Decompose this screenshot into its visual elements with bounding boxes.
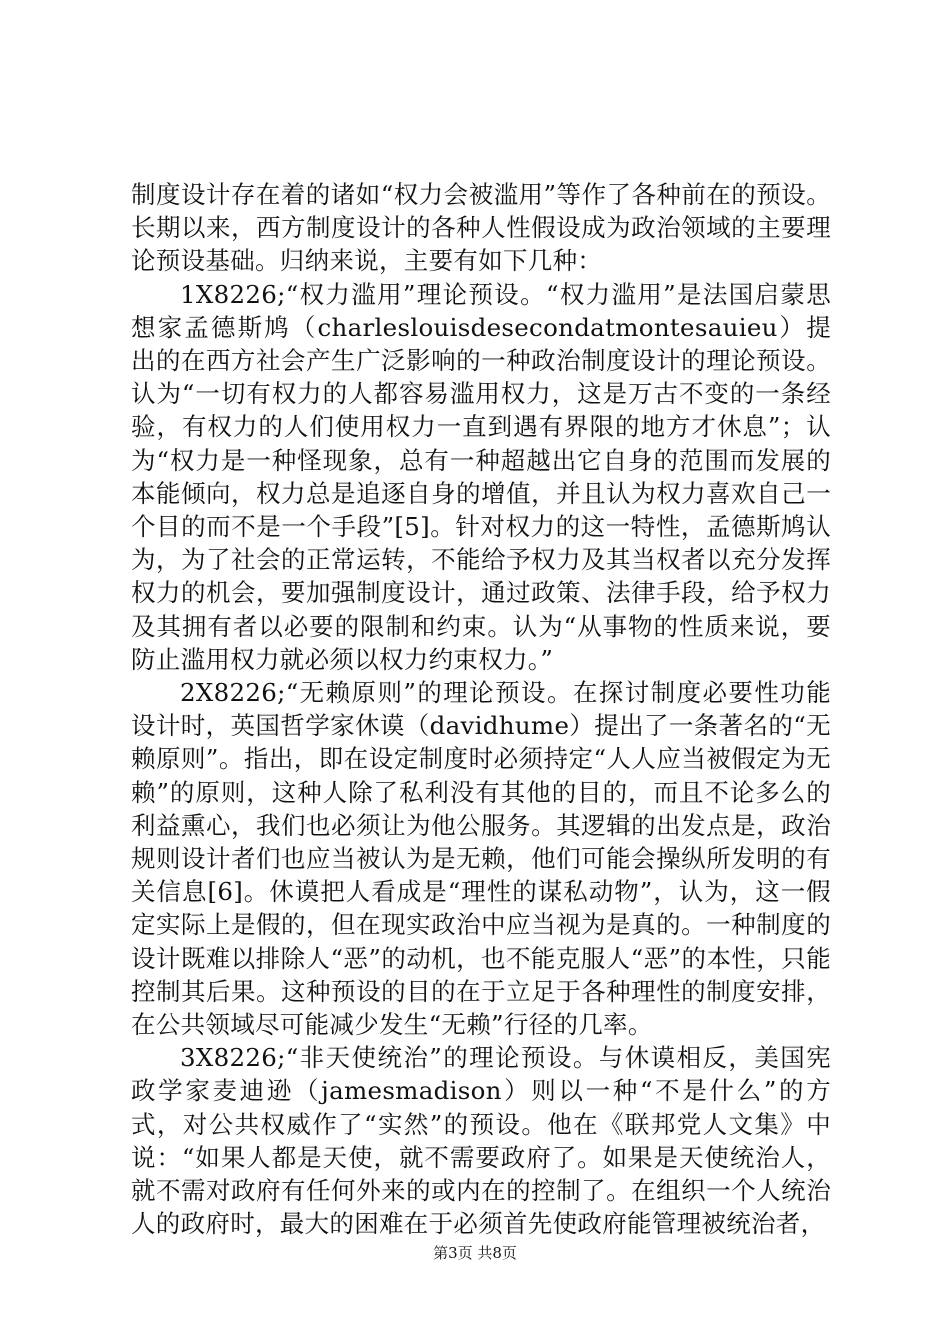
paragraph-non-angel-rule: 3X8226;“非天使统治”的理论预设。与休谟相反，美国宪政学家麦迪逊（jamesmadison）则以一种“不是什么”的方式，对公共权威作了“实然”的预设。他在《联邦党人文集》中说：“如果人都是天使，就不需要政府了。如果是天使统治人，就不需对政府有任何外来的或内在的控制了。在组织一个人统治人的政府时，最大的困难在于必须首先使政府能管理被统治者， (131, 1043, 831, 1239)
paragraph-knave-principle: 2X8226;“无赖原则”的理论预设。在探讨制度必要性功能设计时，英国哲学家休谟（davidhume）提出了一条著名的“无赖原则”。指出，即在设定制度时必须持定“人人应当被假定为无赖”的原则，这种人除了私利没有其他的目的，而且不论多么的利益熏心，我们也必须让为他公服务。其逻辑的出发点是，政治规则设计者们也应当被认为是无赖，他们可能会操纵所发明的有关信息[6]。休谟把人看成是“理性的谋私动物”，认为，这一假定实际上是假的，但在现实政治中应当视为是真的。一种制度的设计既难以排除人“恶”的动机，也不能克服人“恶”的本性，只能控制其后果。这种预设的目的在于立足于各种理性的制度安排，在公共领域尽可能减少发生“无赖”行径的几率。 (131, 678, 832, 1040)
body-text (131, 178, 831, 1241)
page-footer (0, 1243, 950, 1263)
paragraph-power-abuse: 1X8226;“权力滥用”理论预设。“权力滥用”是法国启蒙思想家孟德斯鸠（charleslouisdesecondatmontesauieu）提出的在西方社会产生广泛影响的一种政治制度设计的理论预设。认为“一切有权力的人都容易滥用权力，这是万古不变的一条经验，有权力的人们使用权力一直到遇有界限的地方才休息”；认为“权力是一种怪现象，总有一种超越出它自身的范围而发展的本能倾向，权力总是追逐自身的增值，并且认为权力喜欢自己一个目的而不是一个手段”[5]。针对权力的这一特性，孟德斯鸠认为，为了社会的正常运转，不能给予权力及其当权者以充分发挥权力的机会，要加强制度设计，通过政策、法律手段，给予权力及其拥有者以必要的限制和约束。认为“从事物的性质来说，要防止滥用权力就必须以权力约束权力。” (131, 279, 832, 674)
paragraph-intro: 制度设计存在着的诸如“权力会被滥用”等作了各种前在的预设。长期以来，西方制度设计的各种人性假设成为政治领域的主要理论预设基础。归纳来说，主要有如下几种： (131, 180, 831, 276)
page-number-label: 第3页 共8页 (433, 1244, 517, 1262)
